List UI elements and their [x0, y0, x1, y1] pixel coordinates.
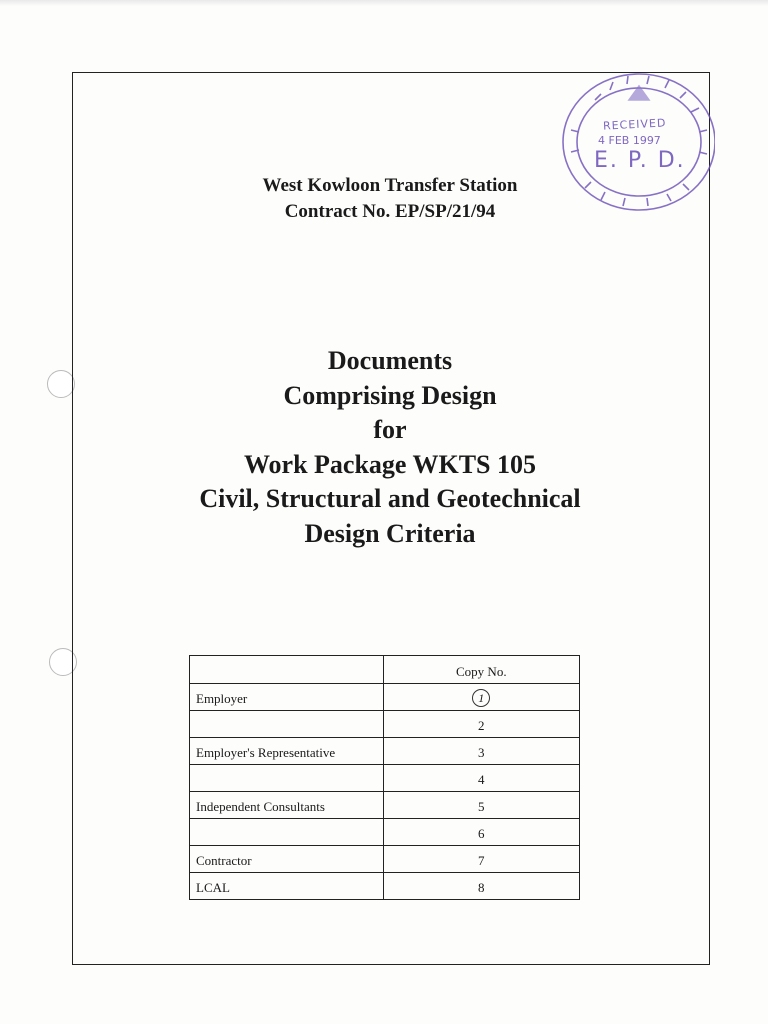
header-cell-recipient	[190, 656, 384, 684]
document-title	[80, 344, 700, 551]
title-line-4: Work Package WKTS 105	[243, 449, 537, 479]
copy-distribution-table	[189, 655, 580, 900]
title-line-6: Design Criteria	[304, 518, 476, 548]
table-row	[190, 738, 580, 765]
stamp-received-text: RECEIVED	[602, 116, 667, 133]
copy-number-cell: 7	[383, 846, 579, 873]
table-row	[190, 873, 580, 900]
title-line-5: Civil, Structural and Geotechnical	[199, 484, 581, 513]
scan-edge	[0, 0, 768, 6]
recipient-cell	[190, 765, 384, 792]
title-line-1: Documents	[327, 346, 453, 375]
copy-number-cell: 6	[383, 819, 579, 846]
recipient-cell: Employer	[190, 684, 384, 711]
copy-number-cell	[383, 684, 579, 711]
header-cell-copy-no: Copy No.	[383, 656, 579, 684]
circled-copy-number: 1	[472, 689, 490, 707]
copy-number-cell: 2	[383, 711, 579, 738]
title-line-2: Comprising Design	[283, 380, 497, 410]
recipient-cell	[190, 819, 384, 846]
header-contract-number: Contract No. EP/SP/21/94	[284, 201, 496, 222]
copy-number-cell: 3	[383, 738, 579, 765]
stamp-org-text: E. P. D.	[594, 148, 686, 173]
table-row	[190, 819, 580, 846]
recipient-cell: Independent Consultants	[190, 792, 384, 819]
copy-number-cell: 4	[383, 765, 579, 792]
table-header-row	[190, 656, 580, 684]
table-row	[190, 846, 580, 873]
table-row	[190, 684, 580, 711]
title-line-3: for	[373, 415, 407, 444]
table-row	[190, 711, 580, 738]
punch-hole-top	[47, 370, 75, 398]
recipient-cell: Employer's Representative	[190, 738, 384, 765]
recipient-cell	[190, 711, 384, 738]
recipient-cell: Contractor	[190, 846, 384, 873]
recipient-cell: LCAL	[190, 873, 384, 900]
table-row	[190, 792, 580, 819]
copy-number-cell: 8	[383, 873, 579, 900]
document-header	[150, 173, 630, 225]
header-project-name: West Kowloon Transfer Station	[262, 175, 518, 196]
copy-number-cell: 5	[383, 792, 579, 819]
stamp-date-text: 4 FEB 1997	[598, 134, 661, 147]
table-row	[190, 765, 580, 792]
